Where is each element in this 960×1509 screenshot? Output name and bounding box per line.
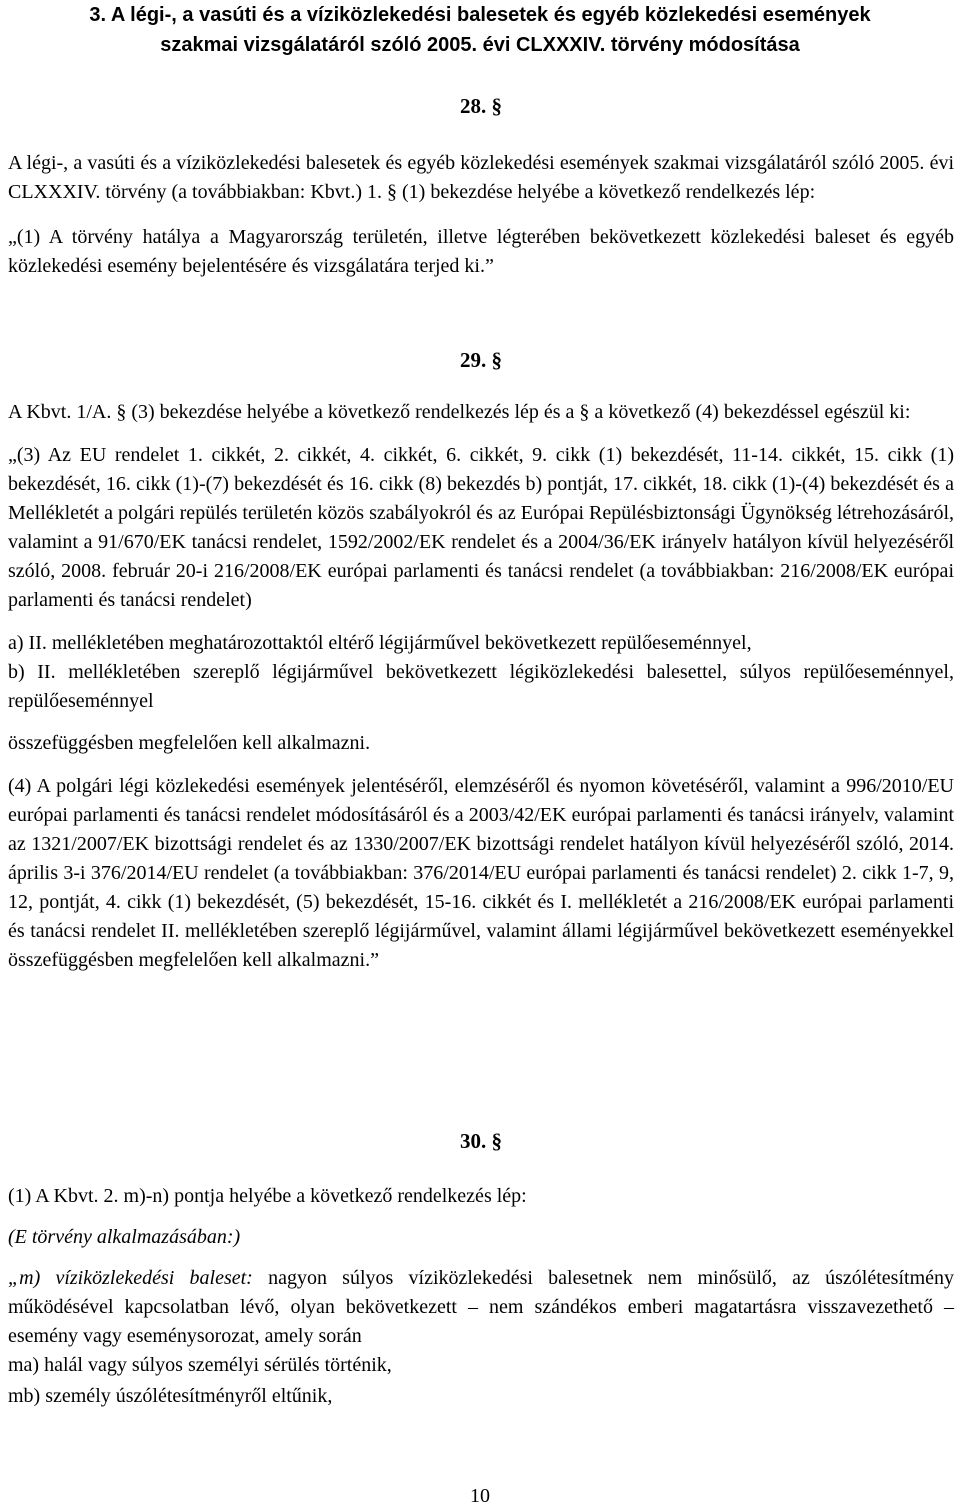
section-30-paragraph-1: (1) A Kbvt. 2. m)-n) pontja helyébe a következő rendelkezés lép:	[8, 1185, 527, 1207]
section-29-paragraph-2: „(3) Az EU rendelet 1. cikkét, 2. cikkét, 4. cikkét, 6. cikkét, 9. cikk (1) bekezdését, 11-14. cikkét, 15. cikk (1) bekezdését, 16. cikk (1)-(7) bekezdését és 16. cikk (8) bekezdés b) pontját, 17. cikkét, 18. cikk (1)-(4) bekezdését és a Mellékletét a polgári repülés területén közös szabályokról és az Európai Repülésbiztonsági Ügynökség létrehozásáról, valamint a 91/670/EK tanácsi rendelet, 1592/2002/EK rendelet és a 2004/36/EK irányelv hatályon kívül helyezéséről szóló, 2008. február 20-i 216/2008/EK európai parlamenti és tanácsi rendelet (a továbbiakban: 216/2008/EK európai parlamenti és tanácsi rendelet)	[8, 444, 954, 611]
section-28-paragraph-2: „(1) A törvény hatálya a Magyarország területén, illetve légterében bekövetkezett közlekedési baleset és egyéb közlekedési esemény bejelentésére és vizsgálatára terjed ki.”	[8, 226, 954, 277]
section-29-point-b: b) II. mellékletében szereplő légijárművel bekövetkezett légiközlekedési balesettel, súlyos repülőeseménnyel, repülőeseménnyel	[8, 661, 954, 712]
section-29-paragraph-1: A Kbvt. 1/A. § (3) bekezdése helyébe a következő rendelkezés lép és a § a következő (4) bekezdéssel egészül ki:	[8, 401, 911, 423]
section-30-definition	[8, 1264, 954, 1351]
section-30-point-mb: mb) személy úszólétesítményről eltűnik,	[8, 1385, 333, 1407]
page-number: 10	[470, 1485, 490, 1507]
section-29-point-a: a) II. mellékletében meghatározottaktól eltérő légijárművel bekövetkezett repülőeseménnyel,	[8, 632, 752, 654]
section-30-context: (E törvény alkalmazásában:)	[8, 1226, 241, 1248]
heading-line-2: szakmai vizsgálatáról szóló 2005. évi CLXXXIV. törvény módosítása	[160, 34, 800, 56]
section-29-paragraph-3: összefüggésben megfelelően kell alkalmazni.	[8, 732, 371, 754]
definition-text: nagyon súlyos víziközlekedési balesetnek nem minősülő, az úszólétesítmény működésével kapcsolatban lévő, olyan bekövetkezett – nem szándékos emberi magatartásra visszavezethető – esemény vagy eseménysorozat, amely során	[8, 1267, 955, 1347]
heading-line-1: 3. A légi-, a vasúti és a víziközlekedési balesetek és egyéb közlekedési események	[89, 4, 871, 26]
section-28-body	[8, 149, 954, 281]
section-30-point-ma: ma) halál vagy súlyos személyi sérülés történik,	[8, 1354, 392, 1376]
definition-term: „m) víziközlekedési baleset:	[8, 1267, 253, 1289]
section-28-paragraph-1: A légi-, a vasúti és a víziközlekedési balesetek és egyéb közlekedési események szakmai vizsgálatáról szóló 2005. évi CLXXXIV. törvény (a továbbiakban: Kbvt.) 1. § (1) bekezdése helyébe a következő rendelkezés lép:	[8, 152, 954, 203]
section-30-body	[8, 1182, 954, 1411]
section-29-paragraph-4: (4) A polgári légi közlekedési események jelentéséről, elemzéséről és nyomon követéséről, valamint a 996/2010/EU európai parlamenti és tanácsi rendelet módosításáról és a 2003/42/EK európai parlamenti és tanácsi irányelv, valamint az 1321/2007/EK bizottsági rendelet és az 1330/2007/EK bizottsági rendelet hatályon kívül helyezéséről szóló, 2014. április 3-i 376/2014/EU rendelet (a továbbiakban: 376/2014/EU európai parlamenti és tanácsi rendelet) 2. cikk 1-7, 9, 12, pontját, 4. cikk (1) bekezdését, (5) bekezdését, 15-16. cikkét és I. mellékletét a 216/2008/EK európai parlamenti és tanácsi rendelet II. mellékletében szereplő légijárművel, valamint állami légijárművel bekövetkezett eseményekkel összefüggésben megfelelően kell alkalmazni.”	[8, 775, 954, 971]
section-29-body	[8, 398, 954, 975]
chapter-heading	[8, 0, 952, 60]
section-28-number: 28. §	[460, 94, 502, 118]
section-29-number: 29. §	[460, 348, 502, 372]
section-30-number: 30. §	[460, 1129, 502, 1153]
